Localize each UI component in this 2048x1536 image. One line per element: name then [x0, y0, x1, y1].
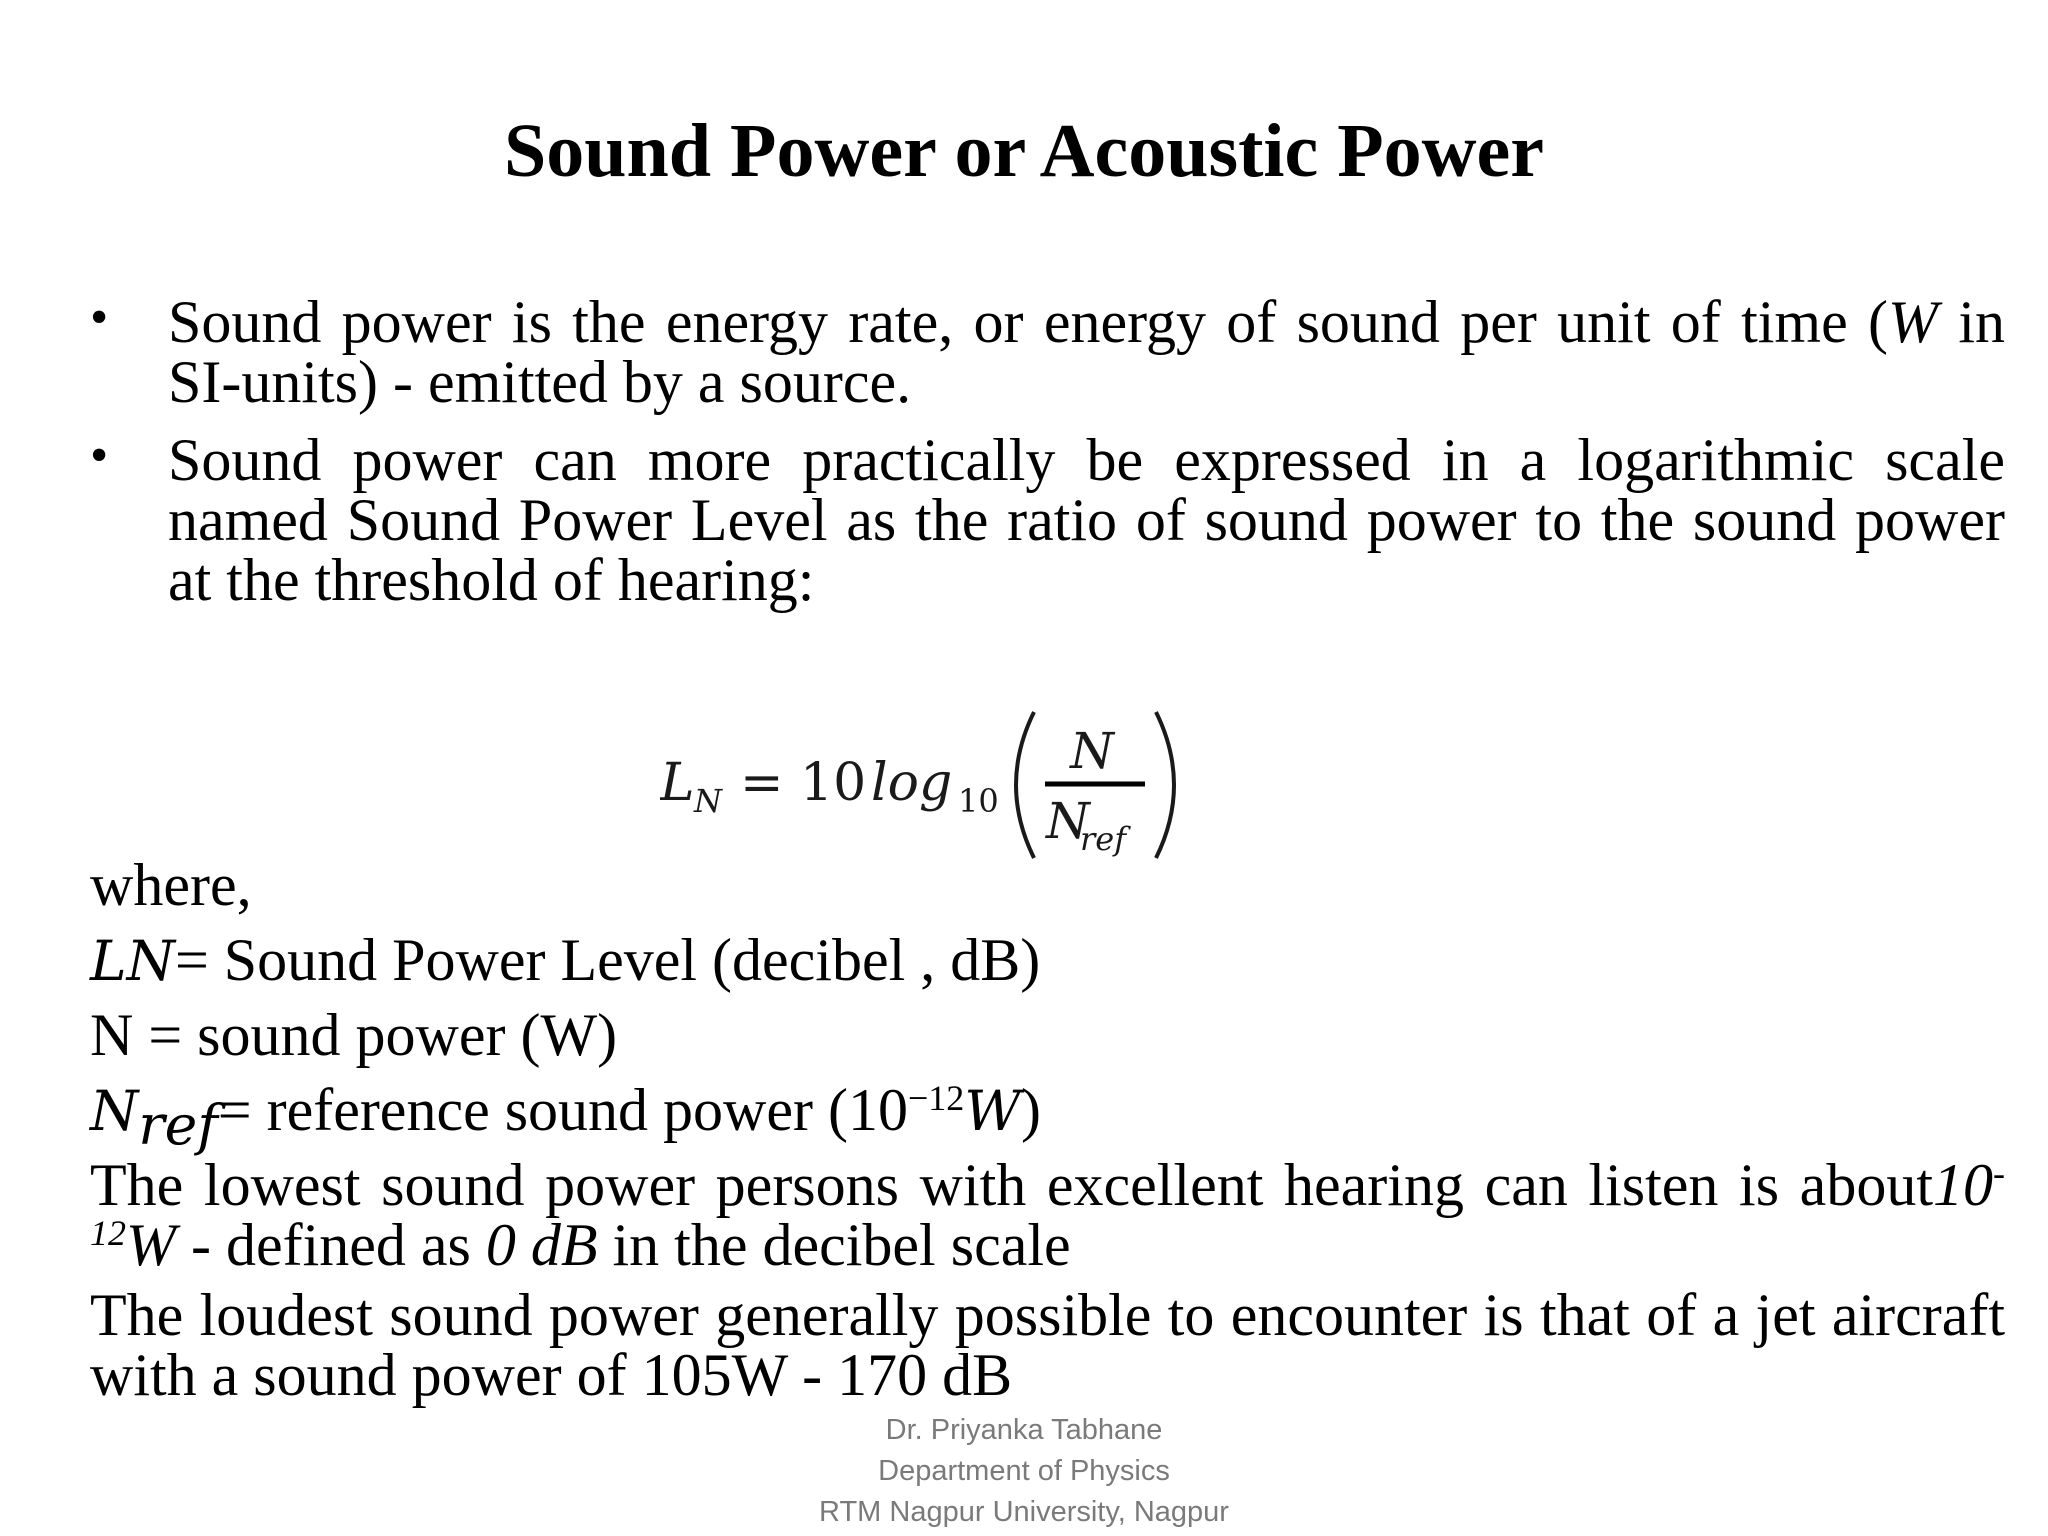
footer-author: Dr. Priyanka Tabhane — [885, 1414, 1163, 1446]
formula-denominator-sub: ref — [1080, 820, 1127, 858]
formula-numerator: N — [1070, 722, 1114, 780]
author-footer — [0, 1410, 2048, 1533]
sound-power-level-formula — [660, 700, 1200, 870]
lowest-db: 0 dB — [485, 1212, 598, 1279]
bullet-item-1 — [90, 289, 2005, 415]
nref-exponent: −12 — [907, 1078, 965, 1119]
lowest-power-paragraph — [90, 1152, 2005, 1279]
formula-log: log — [871, 753, 953, 813]
where-label: where, — [90, 852, 252, 918]
ln-text: = Sound Power Level (decibel , dB) — [174, 927, 1041, 993]
definition-n: N = sound power (W) — [90, 1002, 618, 1069]
ln-symbol: LN — [90, 930, 175, 994]
lowest-text-b: - defined as — [175, 1212, 486, 1279]
lowest-unit: W — [126, 1212, 176, 1279]
slide-title: Sound Power or Acoustic Power — [503, 109, 1545, 193]
formula-coefficient: 10 — [800, 753, 867, 813]
definitions-block — [90, 852, 2005, 1420]
lowest-text-c: in the decibel scale — [597, 1212, 1071, 1279]
formula-lhs-sub: N — [694, 782, 722, 820]
loudest-power-paragraph: The loudest sound power generally possible to encounter is that of a jet aircraft with a sound power of 105W - 170 dB — [90, 1282, 2005, 1409]
formula-left-paren — [1016, 712, 1034, 858]
formula-lhs: L — [660, 753, 695, 813]
definition-nref — [90, 1077, 2005, 1158]
formula-denominator: N — [1046, 792, 1090, 850]
nref-close: ) — [1021, 1077, 1042, 1144]
bullet-icon: • — [90, 289, 109, 346]
lowest-exponent: -12 — [90, 1153, 2005, 1254]
nref-symbol: N — [90, 1080, 139, 1145]
nref-text: = reference sound power (10 — [217, 1077, 908, 1144]
nref-sub: ref — [138, 1094, 218, 1158]
footer-university: RTM Nagpur University, Nagpur — [819, 1496, 1229, 1528]
formula-log-base: 10 — [958, 782, 999, 820]
bullet-icon: • — [90, 427, 109, 484]
bullet-1-text-a: Sound power is the energy rate, or energy of sound per unit of time ( — [168, 289, 1889, 355]
lowest-base: 10 — [1933, 1152, 1993, 1219]
formula-equals: = — [740, 753, 784, 813]
bullet-2-text: Sound power can more practically be expressed in a logarithmic scale named Sound Power Level as the ratio of sound power to the sound power at the threshold of hearing: — [168, 427, 2005, 613]
bullet-list — [90, 289, 2005, 628]
lowest-text-a: The lowest sound power persons with excellent hearing can listen is about — [90, 1152, 1933, 1219]
definition-ln — [90, 927, 2005, 994]
footer-department: Department of Physics — [878, 1455, 1170, 1487]
nref-unit: W — [964, 1080, 1022, 1145]
bullet-item-2 — [90, 427, 2005, 613]
bullet-1-text-b: in SI-units) - emitted by a source. — [168, 289, 2005, 415]
bullet-1-unit: W — [1888, 289, 1939, 355]
formula-right-paren — [1156, 712, 1174, 858]
